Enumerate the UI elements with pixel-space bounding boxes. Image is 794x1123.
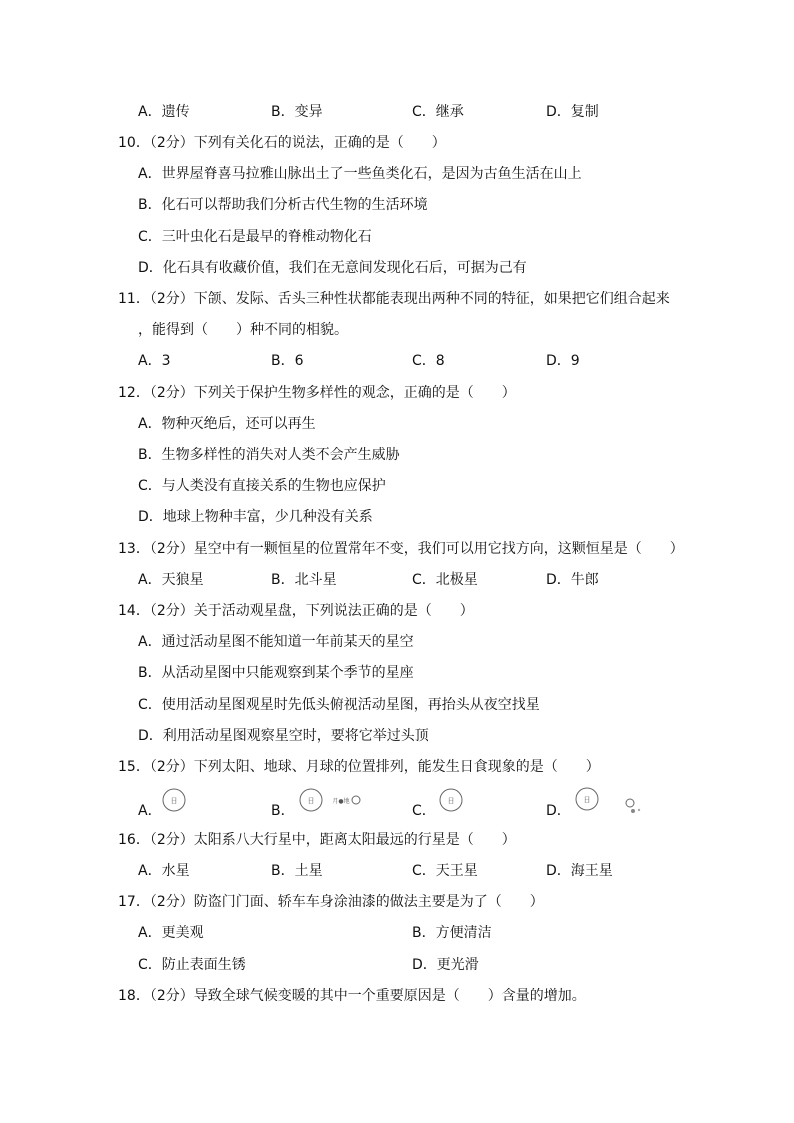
q15-figure-d [573, 788, 643, 820]
sun-diagram-a [160, 788, 190, 818]
moon-phase-dot-icon [638, 809, 640, 811]
q17-option-a: A．更美观 [138, 925, 204, 941]
q17-stem: 17．（2分）防盗门门面、轿车车身涂油漆的做法主要是为了（ ） [118, 894, 544, 910]
sun-moon-earth-diagram-d [573, 788, 643, 820]
q16-option-b: B．土星 [271, 863, 323, 879]
moon-earth-label: 月●地 [332, 798, 350, 805]
q15-option-c: C． [412, 803, 436, 819]
q9-option-b: B．变异 [271, 104, 323, 120]
q11-stem-continued: ，能得到（ ）种不同的相貌。 [138, 322, 348, 338]
q11-stem: 11．（2分）下颌、发际、舌头三种性状都能表现出两种不同的特征，如果把它们组合起来 [118, 291, 670, 307]
q14-option-d: D．利用活动星图观察星空时，要将它举过头顶 [138, 728, 429, 744]
q14-stem: 14．（2分）关于活动观星盘，下列说法正确的是（ ） [118, 603, 474, 619]
q13-stem: 13．（2分）星空中有一颗恒星的位置常年不变，我们可以用它找方向，这颗恒星是（ ） [118, 541, 684, 557]
q11-option-a: A．3 [138, 353, 171, 369]
q10-stem: 10．（2分）下列有关化石的说法，正确的是（ ） [118, 135, 446, 151]
q15-figure-a [160, 788, 190, 818]
q9-option-d: D．复制 [546, 104, 599, 120]
q15-option-a: A． [138, 803, 162, 819]
earth-icon [352, 796, 360, 804]
q16-option-d: D．海王星 [546, 863, 613, 879]
moon-icon [631, 809, 635, 813]
q12-option-a: A．物种灭绝后，还可以再生 [138, 416, 316, 432]
q16-option-a: A．水星 [138, 863, 190, 879]
q12-stem: 12．（2分）下列关于保护生物多样性的观念，正确的是（ ） [118, 385, 516, 401]
q15-figure-c [437, 788, 467, 818]
q16-option-c: C．天王星 [412, 863, 478, 879]
q11-option-d: D．9 [546, 353, 580, 369]
q17-option-b: B．方便清洁 [412, 925, 492, 941]
sun-moon-earth-diagram-b [297, 788, 367, 818]
q13-option-b: B．北斗星 [271, 572, 337, 588]
q15-figure-b [297, 788, 367, 818]
q14-option-b: B．从活动星图中只能观察到某个季节的星座 [138, 665, 414, 681]
q12-option-d: D．地球上物种丰富，少几种没有关系 [138, 509, 373, 525]
q13-option-a: A．天狼星 [138, 572, 204, 588]
q14-option-c: C．使用活动星图观星时先低头俯视活动星图，再抬头从夜空找星 [138, 697, 540, 713]
q17-option-d: D．更光滑 [412, 957, 479, 973]
q10-option-a: A．世界屋脊喜马拉雅山脉出土了一些鱼类化石，是因为古鱼生活在山上 [138, 166, 582, 182]
sun-label: 日 [447, 797, 455, 805]
q17-option-c: C．防止表面生锈 [138, 957, 246, 973]
sun-label: 日 [583, 796, 591, 804]
q15-stem: 15．（2分）下列太阳、地球、月球的位置排列，能发生日食现象的是（ ） [118, 759, 600, 775]
q12-option-c: C．与人类没有直接关系的生物也应保护 [138, 478, 386, 494]
q13-option-c: C．北极星 [412, 572, 478, 588]
q9-option-a: A．遗传 [138, 104, 190, 120]
q18-stem: 18．（2分）导致全球气候变暖的其中一个重要原因是（ ）含量的增加。 [118, 988, 586, 1004]
q15-option-d: D． [546, 803, 571, 819]
q10-option-c: C．三叶虫化石是最早的脊椎动物化石 [138, 229, 372, 245]
q13-option-d: D．牛郎 [546, 572, 599, 588]
sun-label: 日 [170, 797, 178, 805]
q11-option-c: C．8 [412, 353, 445, 369]
q12-option-b: B．生物多样性的消失对人类不会产生威胁 [138, 447, 400, 463]
q10-option-b: B．化石可以帮助我们分析古代生物的生活环境 [138, 197, 428, 213]
earth-icon [626, 799, 634, 807]
sun-label: 日 [307, 797, 315, 805]
q9-option-c: C．继承 [412, 104, 464, 120]
q11-option-b: B．6 [271, 353, 304, 369]
q10-option-d: D．化石具有收藏价值，我们在无意间发现化石后，可据为己有 [138, 260, 527, 276]
q15-option-b: B． [271, 803, 295, 819]
q16-stem: 16．（2分）太阳系八大行星中，距离太阳最远的行星是（ ） [118, 832, 516, 848]
sun-diagram-c [437, 788, 467, 818]
q14-option-a: A．通过活动星图不能知道一年前某天的星空 [138, 634, 414, 650]
